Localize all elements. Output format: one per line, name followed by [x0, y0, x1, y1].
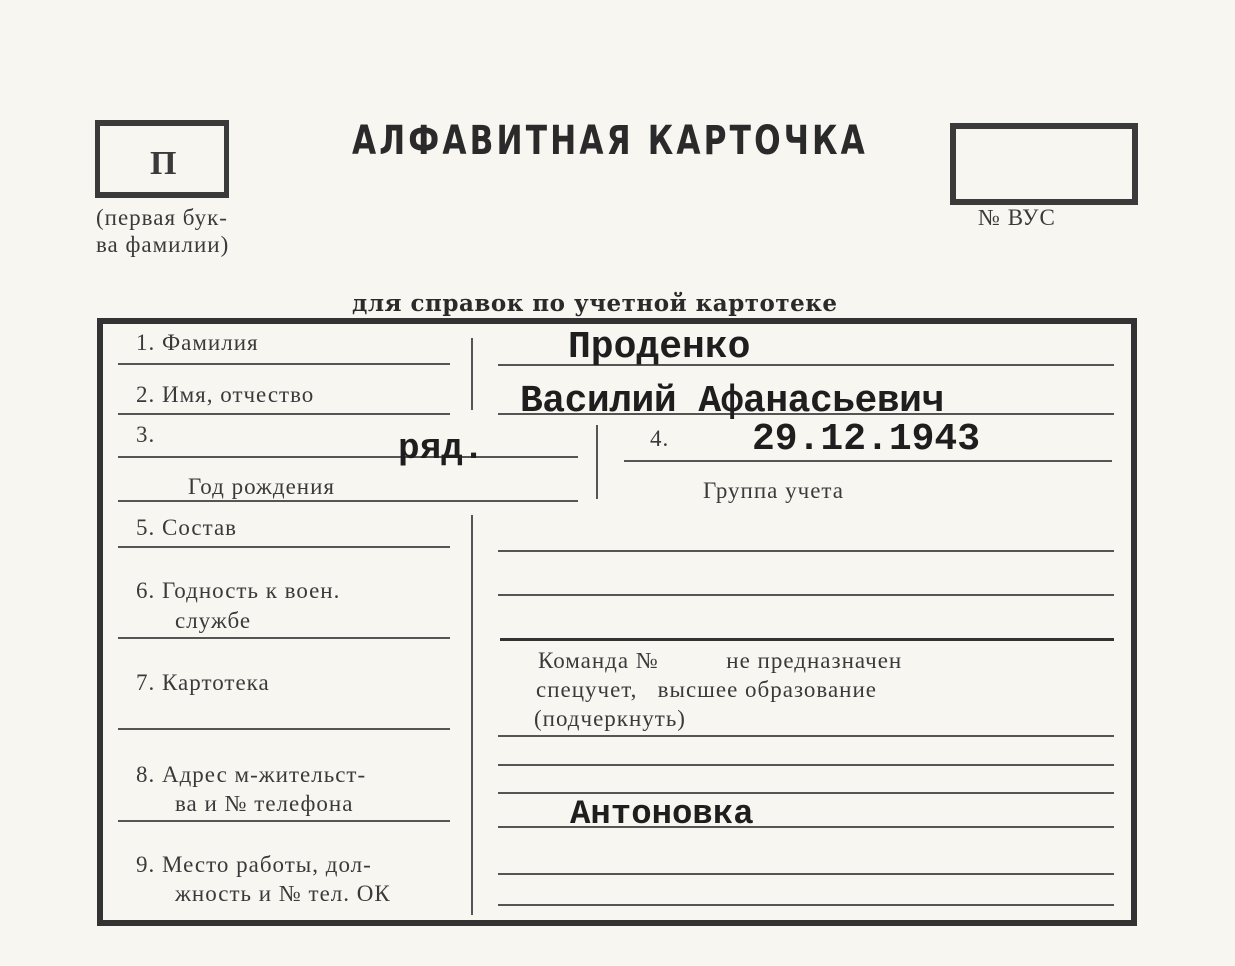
divider-mid — [596, 425, 598, 499]
field-5-line-left — [118, 546, 450, 548]
field-3-line-bottom — [118, 500, 578, 502]
field-3-line — [118, 456, 578, 458]
field-7-label: 7. Картотека — [136, 670, 270, 695]
field-4-caption: Группа учета — [703, 478, 844, 503]
divider-bottom — [471, 515, 473, 915]
field-8-label-line2: ва и № телефона — [175, 791, 354, 816]
group-value: 29.12.1943 — [752, 418, 981, 461]
card-title: АЛФАВИТНАЯ КАРТОЧКА — [352, 118, 868, 164]
field-1-line-left — [118, 363, 450, 365]
field-8-line-left — [118, 820, 450, 822]
field-2-line-left — [118, 413, 450, 415]
field-2-label: 2. Имя, отчество — [136, 382, 315, 407]
command-line-2: спецучет, высшее образование — [536, 677, 877, 702]
vus-box — [950, 123, 1138, 205]
frame-right — [1131, 318, 1137, 926]
card-subtitle: для справок по учетной картотеке — [352, 290, 838, 317]
field-6-label-line1: 6. Годность к воен. — [136, 578, 341, 603]
rank-value: ряд. — [398, 428, 485, 469]
command-line-3: (подчеркнуть) — [534, 706, 686, 731]
letter-caption-line1: (первая бук- — [96, 205, 228, 230]
letter-caption-line2: ва фамилии) — [96, 232, 230, 257]
surname-letter: П — [150, 145, 178, 182]
field-4-number: 4. — [650, 426, 670, 451]
field-8-label-line1: 8. Адрес м-жительст- — [136, 762, 367, 787]
field-6-line-right-2 — [500, 638, 1114, 641]
field-8-line-right-2 — [498, 792, 1114, 794]
field-9-label-line2: жность и № тел. ОК — [175, 881, 391, 906]
field-9-label-line1: 9. Место работы, дол- — [136, 852, 372, 877]
field-3-caption: Год рождения — [188, 474, 335, 499]
field-3-number: 3. — [136, 422, 156, 447]
field-7-line-left — [118, 728, 450, 730]
field-5-line-right — [498, 550, 1114, 552]
field-8-line-right-1 — [498, 764, 1114, 766]
field-1-label: 1. Фамилия — [136, 330, 259, 355]
command-line-1: Команда № не предназначен — [538, 648, 903, 673]
vus-label: № ВУС — [978, 205, 1056, 230]
field-7-line-right — [498, 735, 1114, 737]
frame-left — [97, 318, 103, 926]
divider-top — [471, 338, 473, 410]
field-6-label-line2: службе — [175, 608, 252, 633]
field-5-label: 5. Состав — [136, 515, 238, 540]
name-patronymic-value: Василий Афанасьевич — [520, 380, 944, 423]
frame-bottom — [97, 920, 1137, 926]
field-9-line-right-2 — [498, 904, 1114, 906]
frame-top — [97, 318, 1137, 324]
field-9-line-right-1 — [498, 873, 1114, 875]
field-6-line-right-1 — [498, 594, 1114, 596]
address-value: Антоновка — [570, 796, 754, 834]
surname-value: Проденко — [568, 326, 751, 369]
field-6-line-left — [118, 637, 450, 639]
